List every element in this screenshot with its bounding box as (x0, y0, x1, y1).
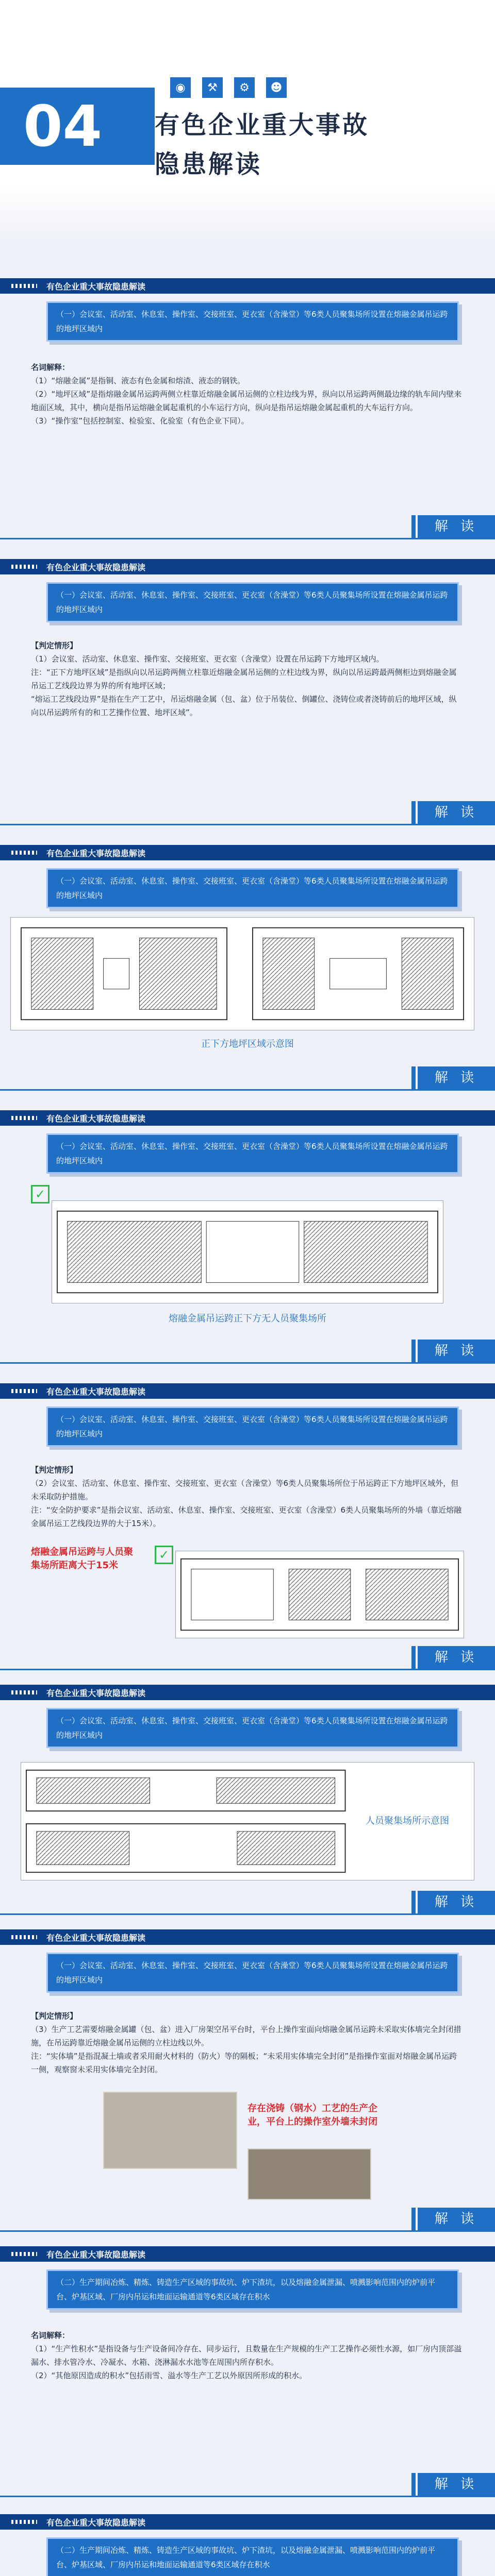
gear-icon: ⚙ (234, 77, 255, 98)
dots-icon (11, 1690, 37, 1694)
section-body (31, 639, 464, 719)
figure-caption: 人员聚集场所示意图 (366, 1816, 449, 1826)
bell-icon: ◉ (170, 77, 191, 98)
body-line: （1）“熔融金属”是指铜、液态有色金属和熔渣、液态的钢铁。 (31, 376, 245, 385)
read-tag: 解 读 (418, 515, 495, 538)
dots-icon (11, 1935, 37, 1939)
body-line: （1）“生产性积水”是指设备与生产设备间冷存在、同步运行，且数量在生产规模的生产工艺操作必须性水源，如厂房内顶部溢漏水、排水管冷水、冷凝水、水箱、浇淋漏水水池等在周围内所存积水。 (31, 2344, 462, 2367)
section-bar: 有色企业重大事故隐患解读 (0, 1383, 495, 1399)
read-tag: 解 读 (418, 1891, 495, 1913)
dots-icon (11, 2252, 37, 2256)
divider (0, 824, 495, 825)
body-title: 名词解释： (31, 2331, 70, 2340)
read-tag: 解 读 (418, 1066, 495, 1089)
team-icon: ☻ (266, 77, 287, 98)
divider (0, 2230, 495, 2232)
section-bar: 有色企业重大事故隐患解读 (0, 1110, 495, 1126)
check-icon: ✓ (155, 1546, 173, 1564)
question-box: （一）会议室、活动室、休息室、操作室、交接班室、更衣室（含澡堂）等6类人员聚集场所设置在熔融金属吊运跨的地坪区域内 (46, 582, 459, 622)
platform-photo (248, 2148, 371, 2200)
question-box: （一）会议室、活动室、休息室、操作室、交接班室、更衣室（含澡堂）等6类人员聚集场所设置在熔融金属吊运跨的地坪区域内 (46, 1708, 459, 1748)
section-bar: 有色企业重大事故隐患解读 (0, 1929, 495, 1945)
body-title: 【判定情形】 (31, 1465, 78, 1475)
dots-icon (11, 284, 37, 288)
body-line: （1）会议室、活动室、休息室、操作室、交接班室、更衣室（含澡堂）设置在吊运跨下方地坪区域内。 (31, 654, 384, 664)
question-box: （一）会议室、活动室、休息室、操作室、交接班室、更衣室（含澡堂）等6类人员聚集场所设置在熔融金属吊运跨的地坪区域内 (46, 868, 459, 908)
divider (0, 1913, 495, 1915)
question-box: （一）会议室、活动室、休息室、操作室、交接班室、更衣室（含澡堂）等6类人员聚集场所设置在熔融金属吊运跨的地坪区域内 (46, 1133, 459, 1174)
body-line: （2）“其他原因造成的积水”包括雨雪、溢水等生产工艺以外原因所形成的积水。 (31, 2371, 307, 2380)
floor-plan-figure (10, 917, 474, 1030)
question-box: （二）生产期间冶炼、精炼、铸造生产区域的事故坑、炉下渣坑，以及熔融金属泄漏、喷溅影响范围内的炉前平台、炉基区域、厂房内吊运和地面运输通道等6类区域存在积水 (46, 2269, 459, 2310)
body-line: （3）生产工艺需要熔融金属罐（包、盆）进入厂房架空吊平台时，平台上操作室面向熔融金属吊运跨未采取实体墙完全封闭措施，在吊运跨靠近熔融金属吊运侧的立柱边线以外。 (31, 2025, 461, 2047)
read-tag: 解 读 (418, 801, 495, 824)
chapter-title: 有色企业重大事故隐患解读 (155, 111, 370, 179)
read-tag: 解 读 (418, 2208, 495, 2230)
distance-figure (175, 1551, 464, 1638)
section-bar: 有色企业重大事故隐患解读 (0, 559, 495, 574)
section-bar: 有色企业重大事故隐患解读 (0, 278, 495, 294)
body-line: “熔运工艺线段边界”是指在生产工艺中，吊运熔融金属（包、盆）位于吊装位、倒罐位、浇铸位或者浇铸前后的地坪区域，纵向以吊运跨所有的和工艺操作位置、地坪区域”。 (31, 694, 457, 717)
body-title: 【判定情形】 (31, 641, 78, 650)
divider (0, 1362, 495, 1364)
body-line: （3）“操作室”包括控制室、检验室、化验室（有色企业下同）。 (31, 416, 249, 426)
cover (0, 0, 495, 242)
section-bar: 有色企业重大事故隐患解读 (0, 2246, 495, 2262)
check-icon: ✓ (31, 1185, 50, 1204)
body-title: 【判定情形】 (31, 2011, 78, 2021)
red-note: 存在浇铸（钢水）工艺的生产企业，平台上的操作室外墙未封闭 (248, 2103, 377, 2127)
section-body (31, 2009, 464, 2076)
body-line: 注：“安全防护要求”是指会议室、活动室、休息室、操作室、交接班室、更衣室（含澡堂）6类人员聚集场所的外墙（靠近熔融金属吊运工艺线段边界的大于15米）。 (31, 1505, 462, 1528)
dots-icon (11, 2520, 37, 2524)
body-line: 注：“正下方地坪区域”是指纵向以吊运跨两侧立柱靠近熔融金属吊运侧的立柱边线为界，纵向以吊运跨最两侧柜边到熔融金属吊运工艺线段边界为界的所有地坪区域； (31, 668, 457, 690)
section-body (31, 2329, 464, 2382)
divider (0, 1089, 495, 1091)
furnace-photo (103, 2092, 237, 2169)
dots-icon (11, 565, 37, 569)
red-note: 熔融金属吊运跨与人员聚集场所距离大于15米 (31, 1547, 133, 1571)
divider (0, 538, 495, 539)
section-bar: 有色企业重大事故隐患解读 (0, 845, 495, 860)
section-bar: 有色企业重大事故隐患解读 (0, 2514, 495, 2530)
figure-caption: 熔融金属吊运跨正下方无人员聚集场所 (169, 1313, 326, 1324)
tools-icon: ⚒ (202, 77, 223, 98)
read-tag: 解 读 (418, 2473, 495, 2496)
divider (0, 1669, 495, 1670)
section-body (31, 1463, 464, 1530)
question-box: （二）生产期间冶炼、精炼、铸造生产区域的事故坑、炉下渣坑，以及熔融金属泄漏、喷溅影响范围内的炉前平台、炉基区域、厂房内吊运和地面运输通道等6类区域存在积水 (46, 2537, 459, 2576)
question-box: （一）会议室、活动室、休息室、操作室、交接班室、更衣室（含澡堂）等6类人员聚集场所设置在熔融金属吊运跨的地坪区域内 (46, 301, 459, 342)
figure-caption: 正下方地坪区域示意图 (201, 1039, 294, 1049)
dots-icon (11, 851, 37, 855)
divider (0, 2496, 495, 2497)
body-line: 注：“实体墙”是指混凝土墙或者采用耐火材料的（防火）等的隔板；“未采用实体墙完全封闭”是指操作室面对熔融金属吊运跨一侧，观察窗未采用实体墙完全封闭。 (31, 2052, 457, 2074)
section-bar: 有色企业重大事故隐患解读 (0, 1685, 495, 1700)
chapter-number: 04 (23, 93, 103, 159)
dots-icon (11, 1389, 37, 1393)
question-box: （一）会议室、活动室、休息室、操作室、交接班室、更衣室（含澡堂）等6类人员聚集场所设置在熔融金属吊运跨的地坪区域内 (46, 1406, 459, 1447)
dots-icon (11, 1116, 37, 1120)
read-tag: 解 读 (418, 1340, 495, 1362)
cover-icons (170, 77, 287, 98)
crane-bay-figure (52, 1200, 443, 1303)
body-title: 名词解释： (31, 363, 70, 372)
section-body (31, 361, 464, 428)
question-box: （一）会议室、活动室、休息室、操作室、交接班室、更衣室（含澡堂）等6类人员聚集场所设置在熔融金属吊运跨的地坪区域内 (46, 1953, 459, 1993)
body-line: （2）“地坪区域”是指熔融金属吊运跨两侧立柱靠近熔融金属吊运侧的立柱边线为界，纵向以吊运跨两侧最边缘的轨车间内壁来地面区域，其中，横向是指吊运熔融金属起重机的小车运行方向，纵向是指吊运熔融金属起重机的大车运行方向。 (31, 389, 462, 412)
body-line: （2）会议室、活动室、休息室、操作室、交接班室、更衣室（含澡堂）等6类人员聚集场所位于吊运跨正下方地坪区域外，但未采取防护措施。 (31, 1479, 459, 1501)
read-tag: 解 读 (418, 1646, 495, 1669)
